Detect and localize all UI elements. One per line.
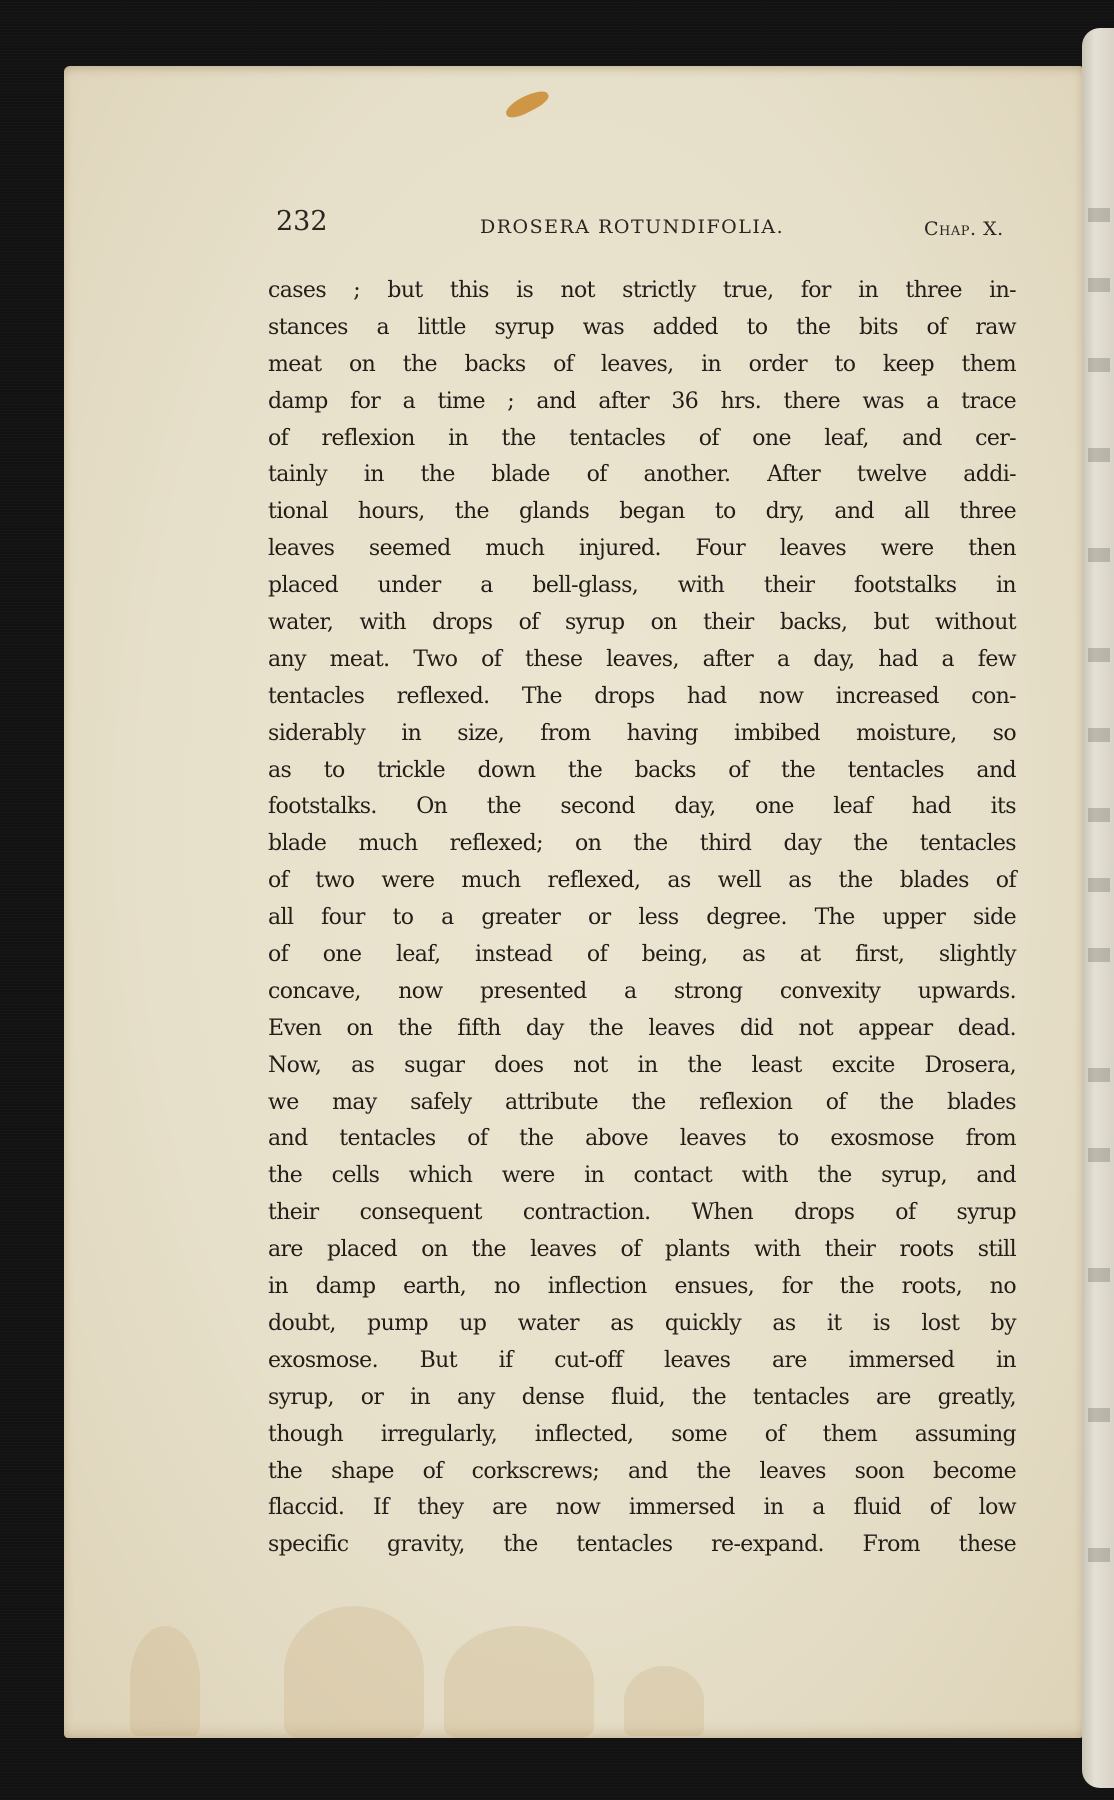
chapter-label: Chap. X. (924, 218, 1004, 240)
text-line: water, with drops of syrup on their backs, but without (268, 610, 1016, 636)
adjacent-page-edge (1082, 28, 1114, 1788)
text-line: doubt, pump up water as quickly as it is lost by (268, 1310, 1016, 1336)
text-line: of reflexion in the tentacles of one leaf, and cer- (268, 425, 1016, 451)
bleed-through-mark (1088, 948, 1110, 962)
bleed-through-mark (1088, 278, 1110, 292)
bleed-through-mark (1088, 878, 1110, 892)
text-line: tional hours, the glands began to dry, and all three (268, 499, 1016, 525)
text-line: of one leaf, instead of being, as at first, slightly (268, 942, 1016, 968)
water-stain (130, 1626, 200, 1736)
text-line: tentacles reflexed. The drops had now increased con- (268, 683, 1016, 709)
text-line: though irregularly, inflected, some of them assuming (268, 1421, 1016, 1447)
text-line: Now, as sugar does not in the least excite Drosera, (268, 1052, 1016, 1078)
text-line: as to trickle down the backs of the tentacles and (268, 757, 1016, 783)
text-line: damp for a time ; and after 36 hrs. there was a trace (268, 388, 1016, 414)
bleed-through-mark (1088, 648, 1110, 662)
text-line: their consequent contraction. When drops of syrup (268, 1200, 1016, 1226)
bleed-through-mark (1088, 728, 1110, 742)
bleed-through-mark (1088, 358, 1110, 372)
text-line: placed under a bell-glass, with their footstalks in (268, 573, 1016, 599)
text-line: and tentacles of the above leaves to exosmose from (268, 1126, 1016, 1152)
text-line: siderably in size, from having imbibed moisture, so (268, 720, 1016, 746)
text-line: concave, now presented a strong convexity upwards. (268, 978, 1016, 1004)
page-number: 232 (276, 206, 328, 237)
bleed-through-mark (1088, 448, 1110, 462)
water-stain (444, 1626, 594, 1738)
text-line: in damp earth, no inflection ensues, for the roots, no (268, 1274, 1016, 1300)
text-line: syrup, or in any dense fluid, the tentacles are greatly, (268, 1384, 1016, 1410)
text-line: Even on the fifth day the leaves did not appear dead. (268, 1015, 1016, 1041)
bleed-through-mark (1088, 1408, 1110, 1422)
text-line: all four to a greater or less degree. The upper side (268, 905, 1016, 931)
water-stain (284, 1606, 424, 1738)
text-line: meat on the backs of leaves, in order to keep them (268, 351, 1016, 377)
body-text (268, 273, 1016, 1564)
running-header (272, 206, 1032, 242)
text-line: footstalks. On the second day, one leaf had its (268, 794, 1016, 820)
water-stain (624, 1666, 704, 1736)
bleed-through-mark (1088, 208, 1110, 222)
text-line: specific gravity, the tentacles re-expand. From these (268, 1532, 1016, 1558)
bleed-through-mark (1088, 1268, 1110, 1282)
bleed-through-mark (1088, 1068, 1110, 1082)
text-line: blade much reflexed; on the third day the tentacles (268, 831, 1016, 857)
text-line: stances a little syrup was added to the bits of raw (268, 314, 1016, 340)
running-title: DROSERA ROTUNDIFOLIA. (480, 216, 785, 238)
text-line: the cells which were in contact with the syrup, and (268, 1163, 1016, 1189)
text-line: of two were much reflexed, as well as the blades of (268, 868, 1016, 894)
bleed-through-mark (1088, 1148, 1110, 1162)
text-line: leaves seemed much injured. Four leaves were then (268, 536, 1016, 562)
bleed-through-mark (1088, 548, 1110, 562)
text-line: tainly in the blade of another. After twelve addi- (268, 462, 1016, 488)
text-line: we may safely attribute the reflexion of the blades (268, 1089, 1016, 1115)
rust-stain (503, 86, 551, 122)
text-line: cases ; but this is not strictly true, for in three in- (268, 278, 1016, 303)
text-line: are placed on the leaves of plants with their roots still (268, 1237, 1016, 1263)
text-line: the shape of corkscrews; and the leaves soon become (268, 1458, 1016, 1484)
bleed-through-mark (1088, 1548, 1110, 1562)
bleed-through-mark (1088, 808, 1110, 822)
text-line: exosmose. But if cut-off leaves are immersed in (268, 1347, 1016, 1373)
text-line: flaccid. If they are now immersed in a fluid of low (268, 1495, 1016, 1521)
text-line: any meat. Two of these leaves, after a day, had a few (268, 646, 1016, 672)
